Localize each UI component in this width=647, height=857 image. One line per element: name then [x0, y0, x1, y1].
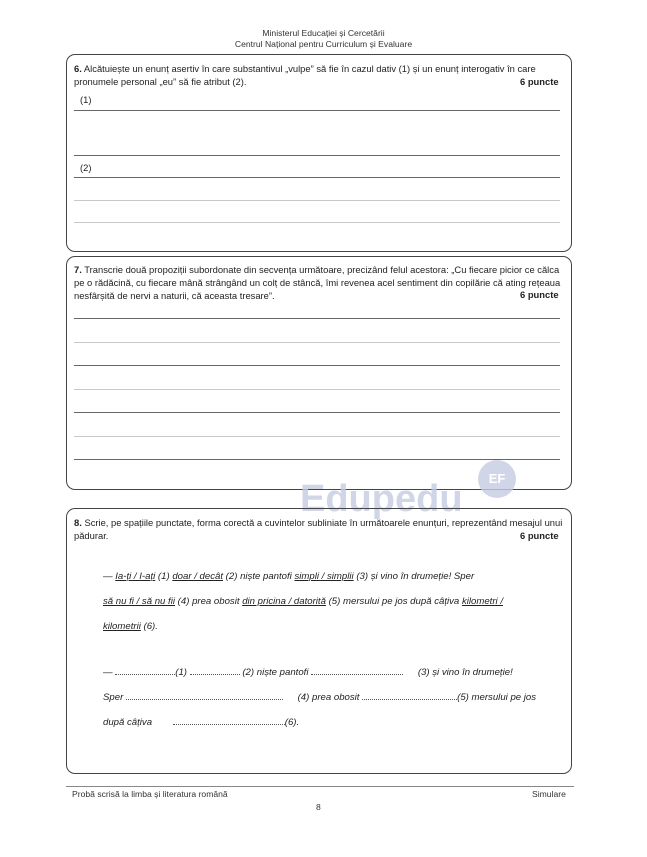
option-4: să nu fi / să nu fii	[103, 596, 175, 607]
marker-2: (2) niște pantofi	[242, 667, 309, 678]
word-dupa: după câțiva	[103, 717, 153, 728]
header-center: Centrul Național pentru Curriculum și Evaluare	[234, 39, 413, 49]
question-8-prompt: Scrie, pe spațiile punctate, forma corectă a cuvintelor subliniate în următoarele enunțuri, reprezentând mesajul unui pădurar.	[74, 517, 563, 541]
option-3: simpli / simplii	[294, 571, 354, 582]
answer-line[interactable]	[74, 459, 560, 460]
answer-line[interactable]	[74, 436, 560, 437]
blank-4[interactable]	[126, 690, 283, 700]
option-6-alt: kilometrii	[103, 621, 141, 632]
sentence-line-3	[103, 621, 158, 632]
answer-line[interactable]	[74, 412, 560, 413]
option-1: Ia-ți / I-ați	[115, 571, 156, 582]
word-sper: Sper	[103, 692, 124, 703]
question-8-number: 8.	[74, 517, 82, 528]
marker-1: (1)	[157, 571, 170, 582]
marker-3: (3) și vino în drumeție! Sper	[356, 571, 475, 582]
page-number: 8	[316, 802, 321, 812]
marker-3: (3) și vino în drumeție!	[417, 667, 513, 678]
footer-exam-type: Simulare	[532, 789, 566, 799]
marker-6: (6).	[143, 621, 158, 632]
question-6-prompt: Alcătuiește un enunț asertiv în care substantivul „vulpe” să fie în cazul dativ (1) și un enunț interogativ în care pronumele personal „eu” să fie atribut (2).	[74, 63, 536, 87]
option-2: doar / decât	[172, 571, 223, 582]
fill-line-3	[103, 715, 299, 728]
marker-4: (4) prea obosit	[297, 692, 360, 703]
sentence-line-2	[103, 596, 503, 607]
dash: —	[103, 571, 113, 582]
answer-line[interactable]	[74, 342, 560, 343]
question-7-points: 6 puncte	[520, 289, 559, 300]
answer-label-2: (2)	[80, 162, 92, 173]
question-6-points: 6 puncte	[520, 76, 559, 87]
answer-line[interactable]	[74, 155, 560, 156]
watermark-logo: EF	[478, 460, 516, 498]
blank-2[interactable]	[190, 665, 240, 675]
marker-5: (5) mersului pe jos	[457, 692, 537, 703]
answer-line[interactable]	[74, 200, 560, 201]
question-8-box	[66, 508, 572, 774]
header-ministry: Ministerul Educației și Cercetării	[262, 28, 385, 38]
question-6-text	[74, 62, 564, 88]
question-7-text	[74, 263, 568, 302]
answer-label-1: (1)	[80, 94, 92, 105]
dash: —	[103, 667, 113, 678]
marker-4: (4) prea obosit	[177, 596, 240, 607]
blank-6[interactable]	[173, 715, 285, 725]
question-8-points: 6 puncte	[520, 530, 559, 541]
question-7-number: 7.	[74, 264, 82, 275]
footer-divider	[66, 786, 574, 787]
answer-line[interactable]	[74, 365, 560, 366]
blank-3[interactable]	[311, 665, 403, 675]
option-6: kilometri /	[461, 596, 503, 607]
question-7-prompt: Transcrie două propoziții subordonate din secvența următoare, precizând felul acestora: „Cu fiecare picior ce călca pe o rădăcină, cu fiecare mână strângând un colț de stâncă, îmi revenea acel sentiment din copilărie că ating rețeaua nesfârșită de nervi a naturii, că aceasta tresare”.	[74, 264, 561, 301]
marker-6: (6).	[284, 717, 300, 728]
sentence-line-1	[103, 571, 474, 582]
marker-5: (5) mersului pe jos după câțiva	[328, 596, 460, 607]
marker-1: (1)	[175, 667, 187, 678]
fill-line-1	[103, 665, 513, 678]
option-5: din pricina / datorită	[242, 596, 326, 607]
answer-line[interactable]	[74, 318, 560, 319]
question-6-number: 6.	[74, 63, 82, 74]
marker-2: (2) niște pantofi	[225, 571, 292, 582]
blank-5[interactable]	[362, 690, 457, 700]
question-8-text	[74, 516, 568, 542]
footer-subject: Probă scrisă la limba și literatura română	[72, 789, 228, 799]
watermark-text: Edupedu	[300, 478, 463, 520]
blank-1[interactable]	[115, 665, 175, 675]
fill-line-2	[103, 690, 536, 703]
answer-line[interactable]	[74, 389, 560, 390]
answer-line[interactable]	[74, 222, 560, 223]
answer-line[interactable]	[74, 177, 560, 178]
answer-line[interactable]	[74, 110, 560, 111]
